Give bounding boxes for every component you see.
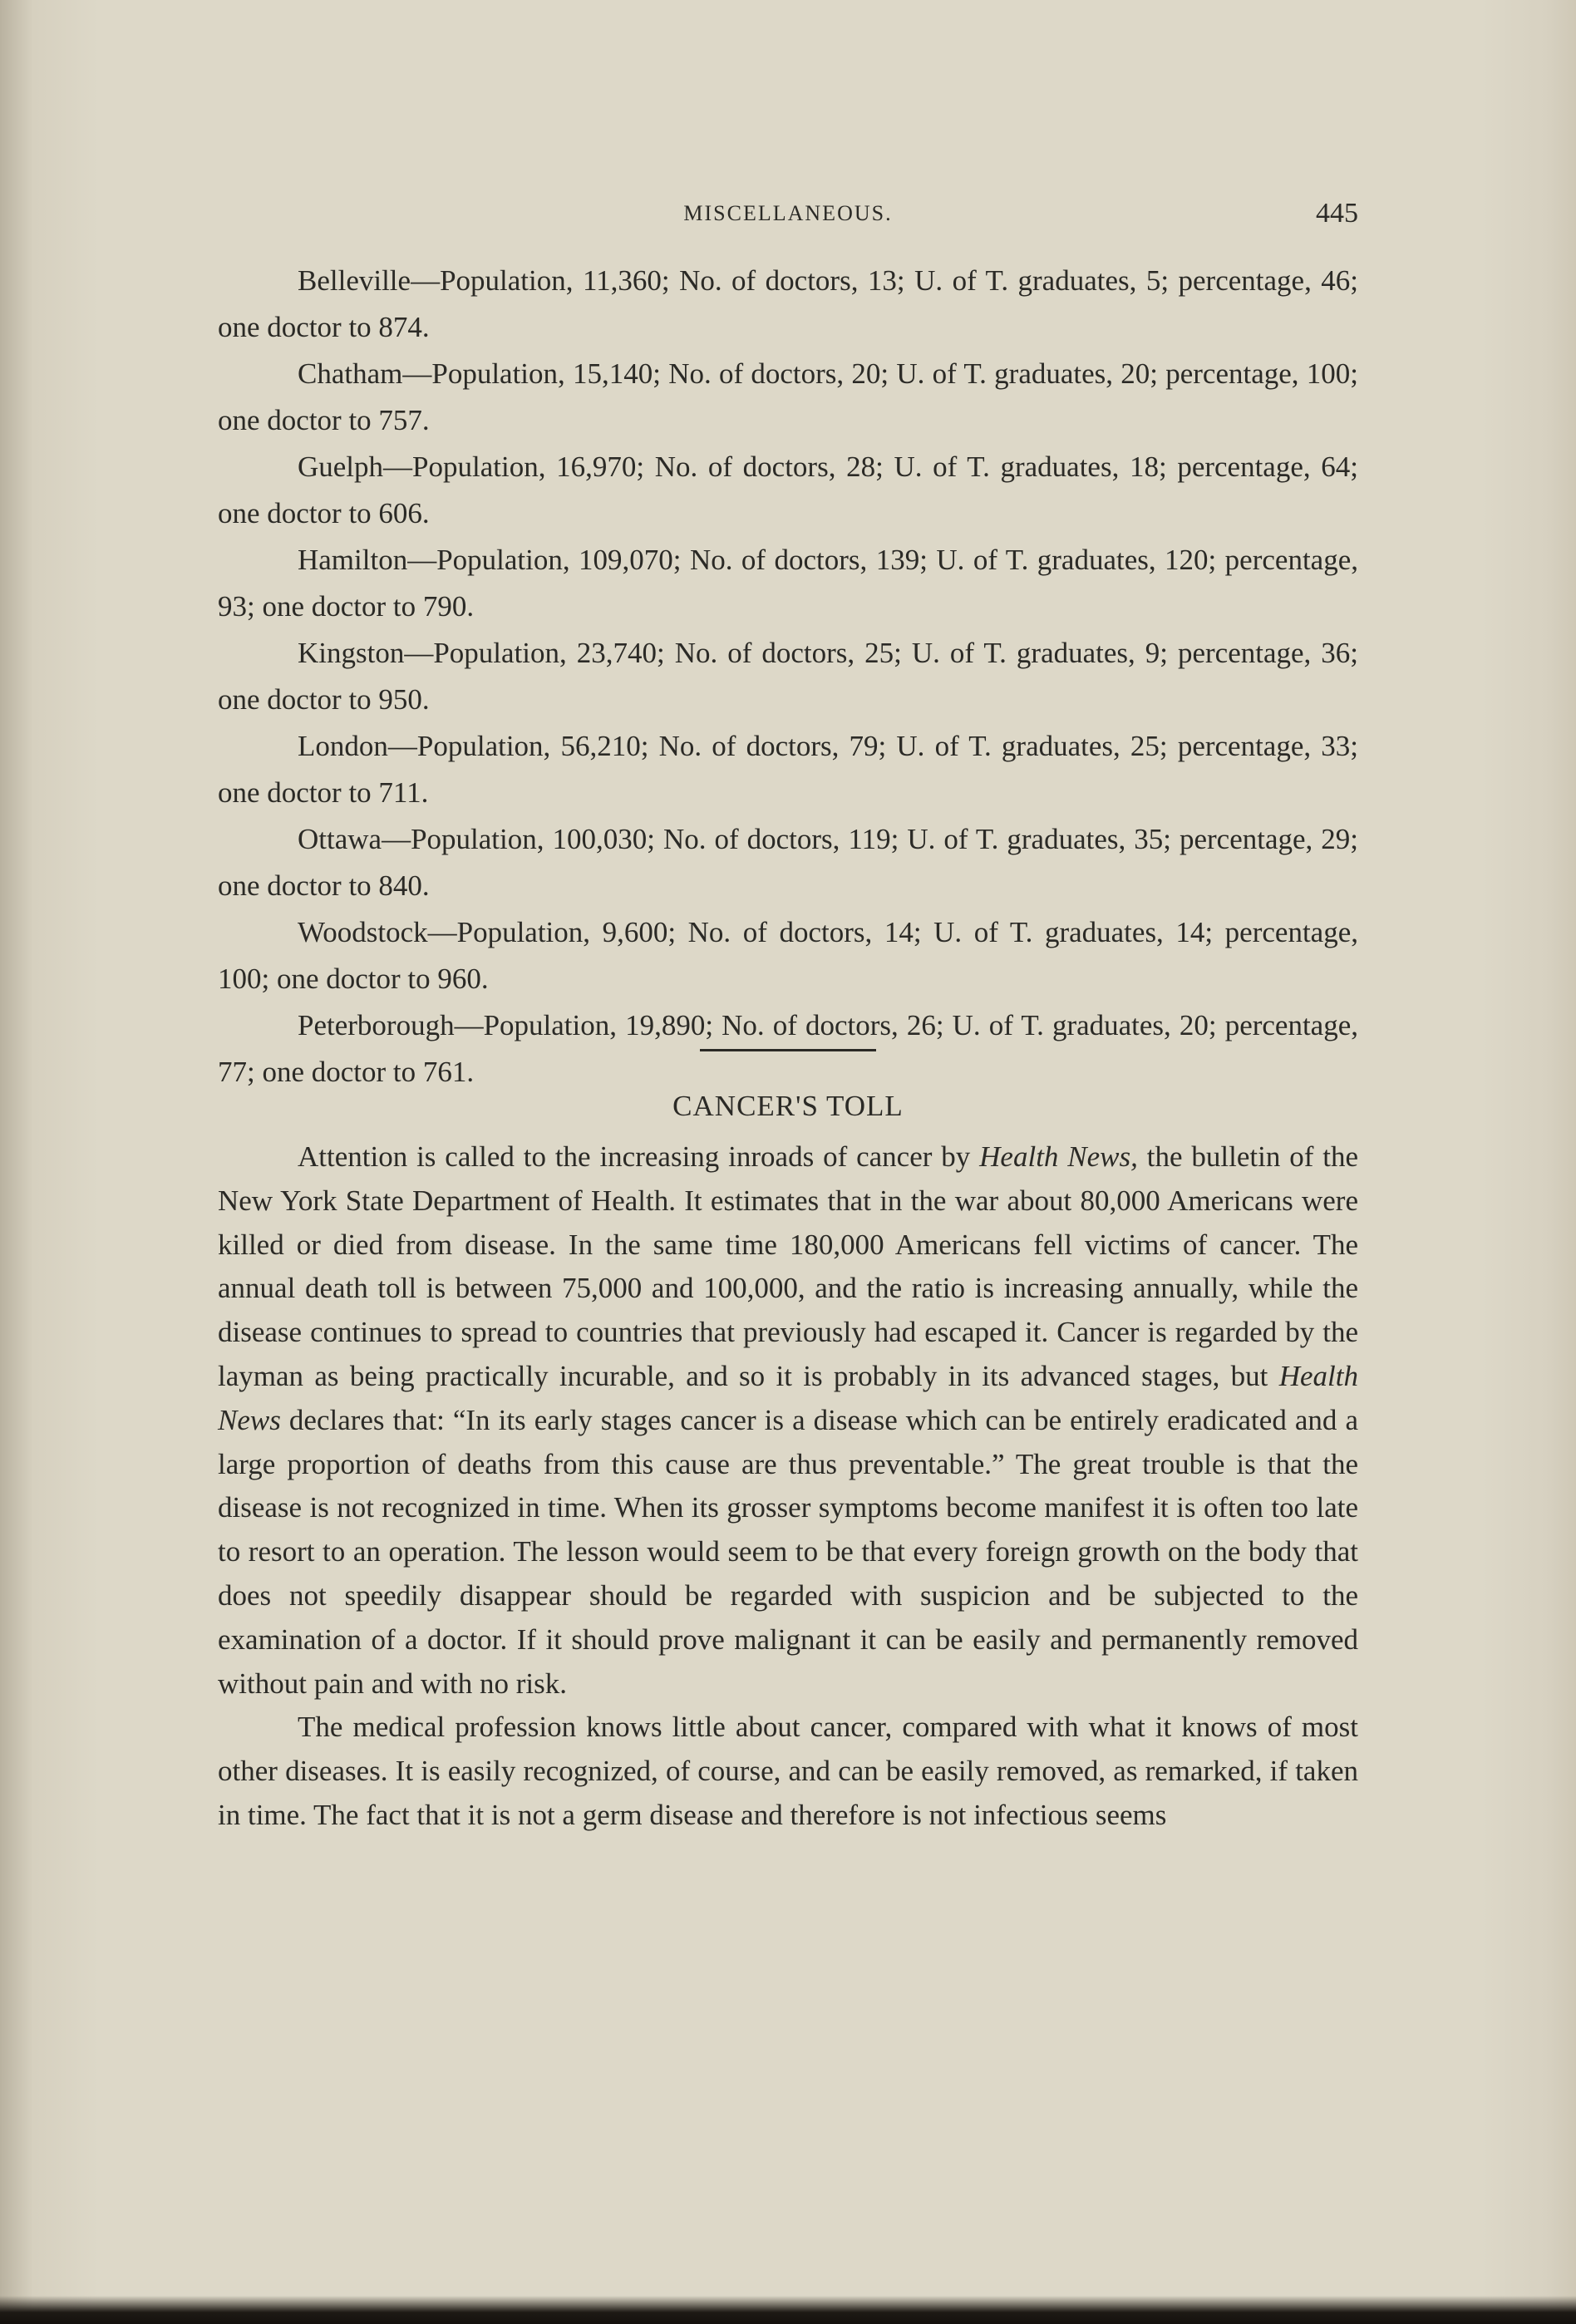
stat-entry-belleville: Belleville—Population, 11,360; No. of doctors, 13; U. of T. graduates, 5; percentage, 46; one doctor to 874. xyxy=(218,264,1358,343)
paragraph-text: Attention is called to the increasing inroads of cancer by xyxy=(298,1140,980,1173)
paragraph-text: declares that: “In its early stages cancer is a disease which can be entirely eradicated and a large proportion of deaths from this cause are thus preventable.” The great trouble is that the disease is not recognized in time. When its grosser symptoms become manifest it is often too late to resort to an operation. The lesson would seem to be that every foreign growth on the body that does not speedily disappear should be regarded with suspicion and be subjected to the examination of a doctor. If it should prove malignant it can be easily and permanently removed without pain and with no risk. xyxy=(218,1403,1358,1700)
stat-entry-woodstock: Woodstock—Population, 9,600; No. of doctors, 14; U. of T. graduates, 14; percentage, 100; one doctor to 960. xyxy=(218,916,1358,995)
stat-entry-chatham: Chatham—Population, 15,140; No. of doctors, 20; U. of T. graduates, 20; percentage, 100; one doctor to 757. xyxy=(218,357,1358,436)
running-title: MISCELLANEOUS. xyxy=(683,201,893,225)
stat-entry-kingston: Kingston—Population, 23,740; No. of doctors, 25; U. of T. graduates, 9; percentage, 36; one doctor to 950. xyxy=(218,637,1358,716)
italic-publication-name: Health News, xyxy=(979,1140,1138,1173)
stat-entry-london: London—Population, 56,210; No. of doctors, 79; U. of T. graduates, 25; percentage, 33; one doctor to 711. xyxy=(218,730,1358,809)
paragraph-text: the bulletin of the New York State Department of Health. It estimates that in the war about 80,000 Americans were killed or died from disease. In the same time 180,000 Americans fell victims of cancer. The annual death toll is between 75,000 and 100,000, and the ratio is increasing annually, while the disease continues to spread to countries that previously had escaped it. Cancer is regarded by the layman as being practically incurable, and so it is probably in its advanced stages, but xyxy=(218,1140,1358,1392)
stat-entry-hamilton: Hamilton—Population, 109,070; No. of doctors, 139; U. of T. graduates, 120; percentage, 93; one doctor to 790. xyxy=(218,544,1358,623)
running-head xyxy=(218,193,1358,234)
article-paragraph xyxy=(218,1135,1358,1706)
page-number: 445 xyxy=(1316,198,1358,229)
italic-publication-name: Health News xyxy=(218,1359,1358,1436)
article-paragraph: The medical profession knows little about cancer, compared with what it knows of most other diseases. It is easily recognized, of course, and can be easily removed, as remarked, if taken in time. The fact that it is not a germ disease and therefore is not infectious seems xyxy=(218,1711,1358,1831)
city-statistics xyxy=(218,258,1358,1096)
article-body xyxy=(218,1135,1358,1838)
stat-entry-guelph: Guelph—Population, 16,970; No. of doctors, 28; U. of T. graduates, 18; percentage, 64; one doctor to 606. xyxy=(218,451,1358,529)
stat-entry-ottawa: Ottawa—Population, 100,030; No. of doctors, 119; U. of T. graduates, 35; percentage, 29; one doctor to 840. xyxy=(218,823,1358,902)
section-divider xyxy=(700,1049,876,1051)
article-title: CANCER'S TOLL xyxy=(672,1090,904,1122)
stat-entry-peterborough: Peterborough—Population, 19,890; No. of doctors, 26; U. of T. graduates, 20; percentage, 77; one doctor to 761. xyxy=(218,1009,1358,1088)
page-bottom-edge xyxy=(0,2296,1576,2324)
